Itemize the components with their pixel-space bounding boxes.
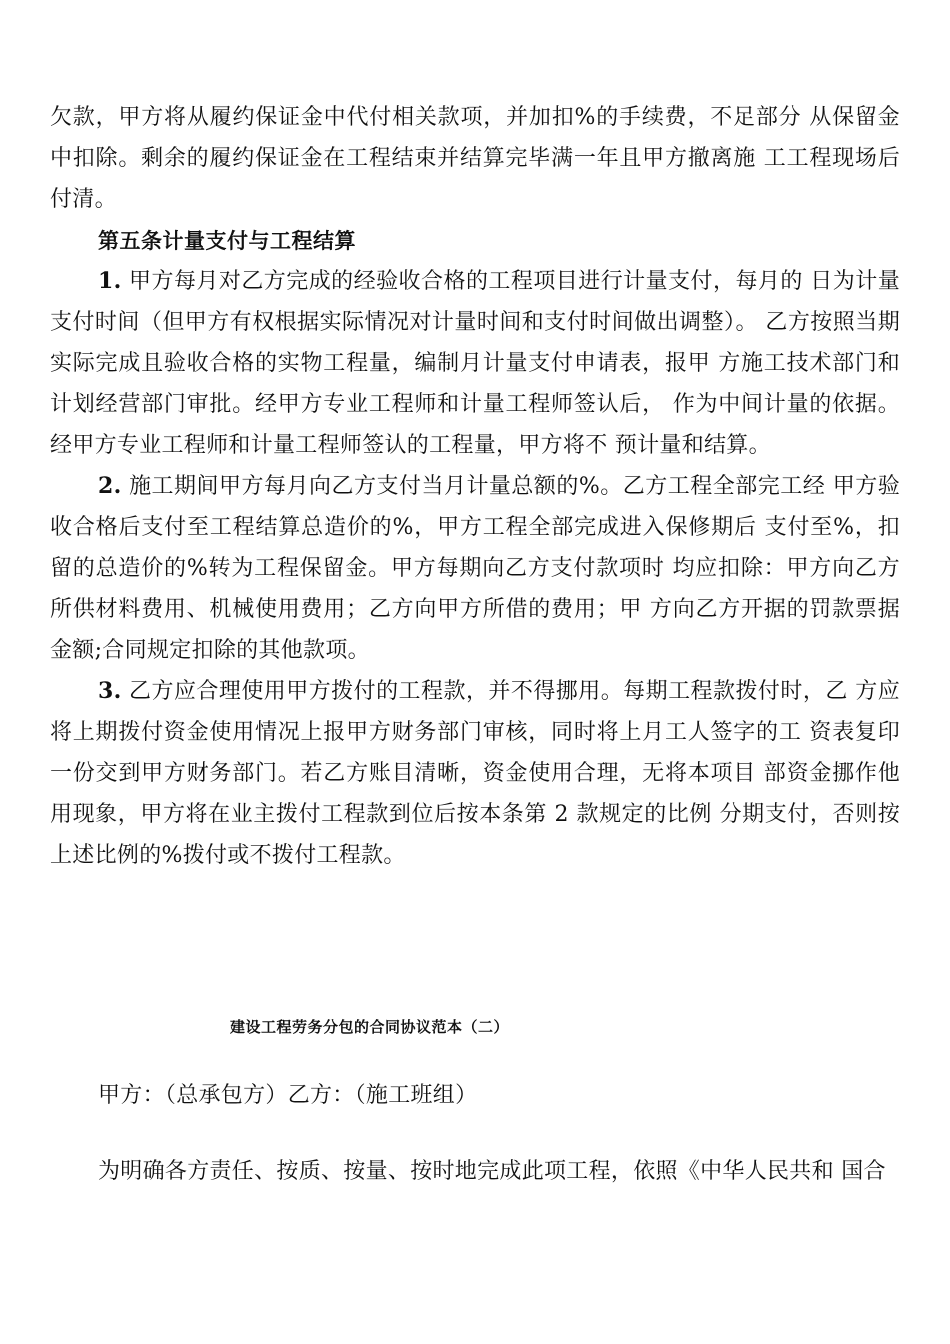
parties-line: 甲方：（总承包方）乙方：（施工班组） xyxy=(98,1083,478,1108)
intro-paragraph: 欠款，甲方将从履约保证金中代付相关款项，并加扣%的手续费，不足部分 从保留金中扣除。剩余的履约保证金在工程结束并结算完毕满一年且甲方撤离施 工工程现场后付清。 xyxy=(50,105,900,212)
contract-title: 建设工程劳务分包的合同协议范本（二） xyxy=(230,1018,510,1036)
clause-1-number: 1. xyxy=(98,268,122,294)
clause-3-text: 乙方应合理使用甲方拨付的工程款，并不得挪用。每期工程款拨付时，乙 方应将上期拨付资金使用情况上报甲方财务部门审核，同时将上月工人签字的工 资表复印一份交到甲方财务部门。若乙方账目清晰，资金使用合理，无将本项目 部资金挪作他用现象，甲方将在业主拨付工程款到位后按本条第 2 款规定的比例 分期支付，否则按上述比例的%拨付或不拨付工程款。 xyxy=(50,679,900,868)
intro-line: 为明确各方责任、按质、按量、按时地完成此项工程，依照《中华人民共和 国合 xyxy=(98,1159,886,1184)
clause-2-text: 施工期间甲方每月向乙方支付当月计量总额的%。乙方工程全部完工经 甲方验收合格后支付至工程结算总造价的%，甲方工程全部完成进入保修期后 支付至%，扣留的总造价的%转为工程保留金。甲方每期向乙方支付款项时 均应扣除：甲方向乙方所供材料费用、机械使用费用；乙方向甲方所借的费用；甲 方向乙方开据的罚款票据金额;合同规定扣除的其他款项。 xyxy=(50,474,900,663)
clause-2-number: 2. xyxy=(98,473,122,499)
clause-1 xyxy=(50,261,900,466)
clause-3 xyxy=(50,671,900,876)
article-heading: 第五条计量支付与工程结算 xyxy=(98,228,356,253)
clause-2 xyxy=(50,466,900,671)
document-body xyxy=(50,97,900,876)
clause-1-text: 甲方每月对乙方完成的经验收合格的工程项目进行计量支付，每月的 日为计量支付时间（但甲方有权根据实际情况对计量时间和支付时间做出调整）。 乙方按照当期实际完成且验收合格的实物工程量，编制月计量支付申请表，报甲 方施工技术部门和计划经营部门审批。经甲方专业工程师和计量工程师签认后， 作为中间计量的依据。经甲方专业工程师和计量工程师签认的工程量，甲方将不 预计量和结算。 xyxy=(50,269,900,458)
clause-3-number: 3. xyxy=(98,678,122,704)
